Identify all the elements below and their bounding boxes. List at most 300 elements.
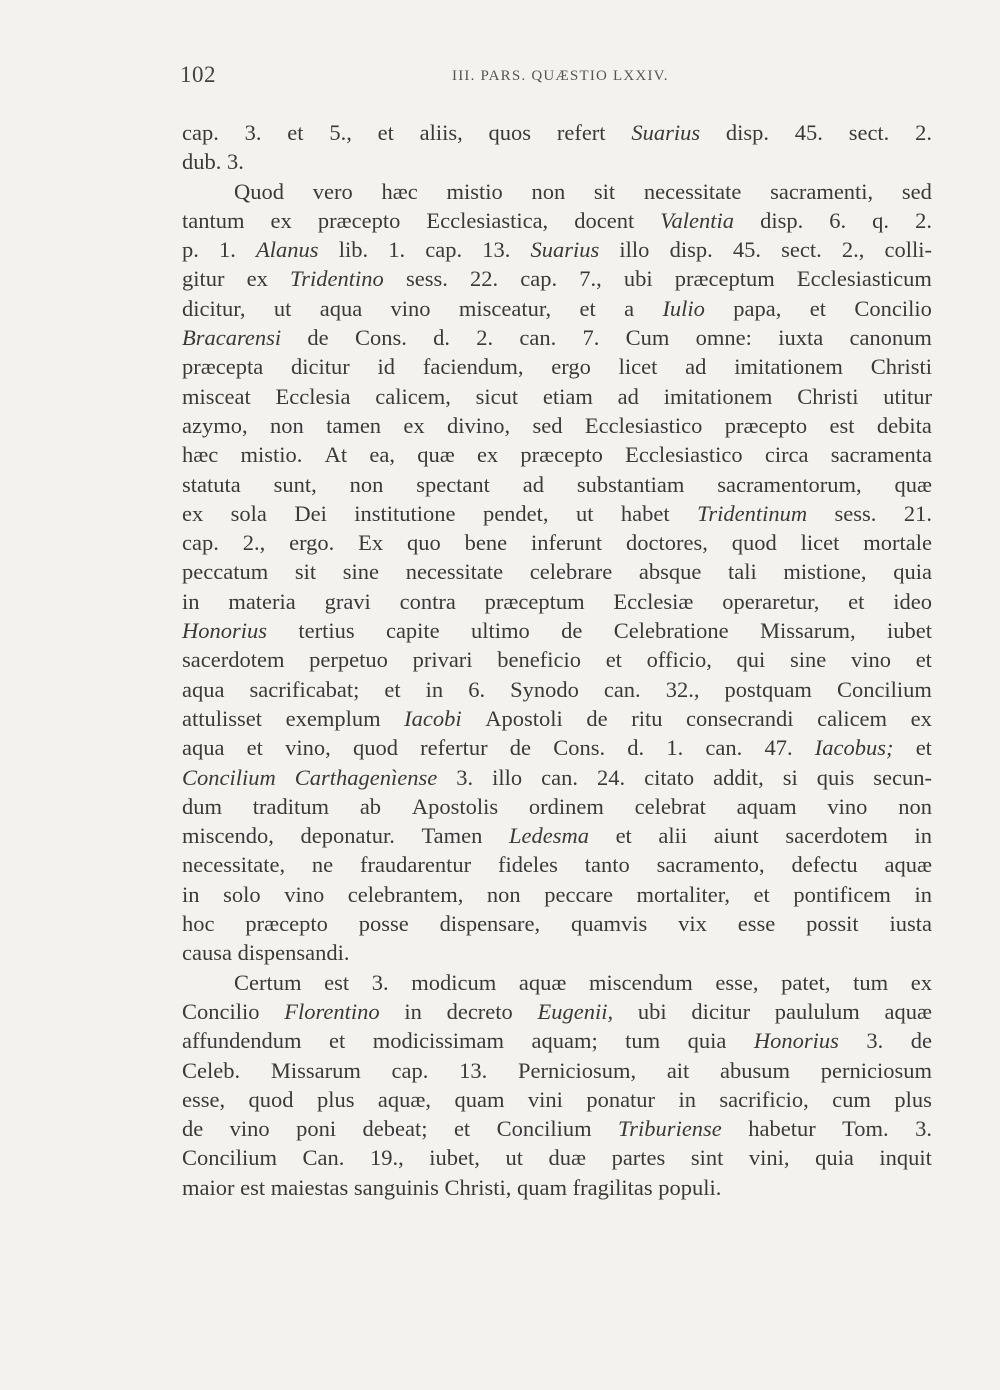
italic-word: Alanus [256, 237, 319, 263]
text-line [182, 587, 932, 616]
word: 2. [915, 207, 932, 233]
italic-word: Honorius [753, 1028, 839, 1054]
word: præcepto [317, 207, 401, 233]
word: misceatur, [458, 295, 552, 321]
word: 2. [915, 120, 932, 145]
word: quia [815, 1145, 854, 1171]
word: 5., [329, 120, 352, 145]
word: privari [412, 647, 473, 673]
word: alii [658, 823, 688, 849]
word: necessitate, [182, 852, 286, 878]
text-line [182, 440, 932, 469]
word: præcepto [724, 412, 808, 438]
word: quis [816, 764, 855, 790]
word: disp. [669, 237, 713, 263]
word: in [404, 998, 422, 1024]
word: ordinem [528, 793, 604, 819]
word: 21. [903, 500, 932, 526]
word: mortaliter, [636, 881, 730, 907]
word: celebrat [634, 793, 706, 819]
word: solo [223, 881, 261, 907]
text-line [182, 850, 932, 879]
word: etiam [542, 383, 593, 409]
word: maior [182, 1174, 235, 1200]
word: non [349, 471, 384, 497]
word: quod [731, 530, 777, 556]
italic-word: Iacobi [404, 705, 462, 731]
word: aquam; [531, 1028, 598, 1054]
word: fideles [497, 852, 558, 878]
word: 13. [459, 1057, 488, 1083]
word: ultimo [471, 618, 530, 644]
word: sacramentorum, [717, 471, 862, 497]
italic-word: Carthagenìense [294, 764, 438, 790]
word: can. [541, 764, 578, 790]
word: Christi [797, 383, 859, 409]
word: statuta [182, 471, 241, 497]
word: Ecclesiæ [613, 588, 694, 614]
word: debita [876, 412, 932, 438]
word: sunt, [273, 471, 317, 497]
word: est [324, 969, 350, 995]
word: 32., [665, 676, 700, 702]
word: Cons. [553, 735, 606, 761]
text-line [182, 235, 932, 264]
word: Concilio [182, 998, 260, 1024]
word: inferunt [530, 530, 603, 556]
word: calicem [817, 705, 888, 731]
word: abusum [720, 1057, 791, 1083]
word: docent [574, 207, 635, 233]
word: Ecclesiastica, [426, 207, 549, 233]
word: plus [316, 1086, 355, 1112]
word: p. [182, 237, 199, 263]
word: quam [517, 1174, 567, 1200]
word: ubi [623, 266, 653, 292]
word: necessitate [405, 559, 504, 585]
word: substantiam [576, 471, 685, 497]
word: tanto [584, 852, 630, 878]
word: ad [617, 383, 639, 409]
text-line [182, 294, 932, 323]
text-line [182, 557, 932, 586]
italic-word: Triburiense [618, 1116, 722, 1142]
word: esse [737, 911, 776, 937]
word: dub. [182, 149, 222, 175]
word: patet, [781, 969, 831, 995]
word: 7. [582, 325, 600, 351]
word: beneficio [497, 647, 581, 673]
word: hæc [381, 178, 418, 204]
word: sanguinis [353, 1174, 439, 1200]
word: q. [872, 207, 890, 233]
word: in [425, 676, 444, 702]
word: non [269, 412, 304, 438]
word: Tamen [421, 823, 483, 849]
word: modicum [411, 969, 497, 995]
word: inquit [879, 1145, 932, 1171]
word: illo [619, 237, 650, 263]
word: 19., [369, 1145, 404, 1171]
text-line [182, 1114, 932, 1143]
word: sola [230, 500, 267, 526]
word: sacrificabat; [249, 676, 360, 702]
word: affundendum [182, 1028, 302, 1054]
word: Concilium [836, 676, 932, 702]
word: azymo, [182, 412, 248, 438]
word: ex [910, 705, 932, 731]
word: poni [296, 1116, 337, 1142]
text-line [182, 528, 932, 557]
running-head: III. PARS. QUÆSTIO LXXIV. [452, 68, 669, 84]
word: vino [229, 1116, 270, 1142]
word: sect. [781, 237, 822, 263]
word: iuxta [778, 325, 824, 351]
word: bene [464, 530, 508, 556]
word: ergo. [289, 530, 335, 556]
word: imitationem [663, 383, 773, 409]
word: can. [705, 735, 743, 761]
word: tum [625, 1028, 661, 1054]
word: gravi [324, 588, 371, 614]
italic-word: Suarius [530, 237, 600, 263]
word: non [531, 178, 566, 204]
word: iubet, [429, 1145, 480, 1171]
word: ad [522, 471, 545, 497]
word: vino [850, 647, 891, 673]
text-line [182, 1173, 932, 1202]
word: Ecclesiastico [625, 442, 743, 468]
word: absque [638, 559, 702, 585]
word: sacramenti, [770, 178, 874, 204]
text-line [182, 118, 932, 147]
word: gitur [182, 266, 225, 292]
text-line [182, 1143, 932, 1172]
italic-word: Ledesma [508, 823, 589, 849]
word: in [182, 588, 200, 614]
word: deponatur. [300, 823, 395, 849]
word: iusta [889, 911, 932, 937]
italic-word: Tridentino [290, 266, 384, 292]
word: citato [644, 764, 695, 790]
word: peccatum [182, 559, 269, 585]
word: quia [687, 1028, 727, 1054]
word: in [914, 881, 932, 907]
text-line [182, 616, 932, 645]
word: debeat; [362, 1116, 428, 1142]
word: ex [403, 412, 425, 438]
word: plus [894, 1086, 932, 1112]
word: tum [853, 969, 889, 995]
word: 2. [476, 325, 494, 351]
italic-word: Iulio [662, 295, 705, 321]
word: pendet, [482, 500, 549, 526]
word: mistione, [783, 559, 867, 585]
word: peccare [544, 881, 613, 907]
word: capite [385, 618, 440, 644]
word: 3. [371, 969, 389, 995]
word: mistio [446, 178, 503, 204]
text-line [182, 968, 932, 997]
word: et [809, 295, 827, 321]
word: Concilium [182, 1145, 277, 1171]
word: populi. [658, 1174, 722, 1200]
word: sed [532, 412, 563, 438]
word: et [287, 120, 304, 145]
word: secun- [873, 764, 932, 790]
word: doctores, [626, 530, 708, 556]
word: disp. [760, 207, 804, 233]
word: lib. [338, 237, 369, 263]
italic-word: Iacobus; [814, 735, 894, 761]
word: ne [311, 852, 334, 878]
word: Ecclesiastico [584, 412, 703, 438]
word: disp. [725, 120, 770, 145]
word: 2., [841, 237, 865, 263]
word: esse, [715, 969, 759, 995]
body-text [182, 118, 932, 1202]
text-line [182, 909, 932, 938]
word: aquæ [518, 969, 567, 995]
word: sit [294, 559, 317, 585]
word: Tom. [842, 1116, 889, 1142]
word: misceat [182, 383, 251, 409]
word: Cum [625, 325, 670, 351]
text-line [182, 1026, 932, 1055]
word: quo [407, 530, 441, 556]
word: fragilitas [572, 1174, 653, 1200]
italic-word: Honorius [182, 618, 268, 644]
word: 3. [227, 149, 244, 175]
italic-word: Florentino [284, 998, 380, 1024]
word: quod [352, 735, 398, 761]
word: institutione [354, 500, 456, 526]
word: sect. [848, 120, 890, 145]
word: canonum [849, 325, 932, 351]
word: vero [312, 178, 353, 204]
word: 13. [482, 237, 511, 263]
word: 3. [456, 764, 474, 790]
word: iubet [886, 618, 932, 644]
word: cap. [182, 120, 219, 145]
word: perniciosum [820, 1057, 932, 1083]
word: Ex [358, 530, 384, 556]
word: attulisset [182, 705, 262, 731]
text-line [182, 1085, 932, 1114]
word: mistio. [240, 442, 303, 468]
italic-word: Bracarensi [182, 325, 282, 351]
word: sess. [405, 266, 448, 292]
word: tamen [326, 412, 382, 438]
word: ut [273, 295, 292, 321]
word: quam [454, 1086, 505, 1112]
word: aquæ, [377, 1086, 432, 1112]
word: a [624, 295, 635, 321]
word: sine [790, 647, 827, 673]
word: dicitur, [182, 295, 246, 321]
word: vino [827, 793, 868, 819]
word: licet [800, 530, 840, 556]
word: sacerdotem [182, 647, 285, 673]
word: et [579, 295, 596, 321]
text-line [182, 763, 932, 792]
word: can. [519, 325, 557, 351]
word: d. [433, 325, 450, 351]
word: de [182, 1116, 204, 1142]
text-line [182, 411, 932, 440]
word: Apostolis [411, 793, 499, 819]
word: Synodo [510, 676, 579, 702]
word: consecrandi [686, 705, 794, 731]
word: Ecclesiasticum [796, 266, 932, 292]
word: pontificem [793, 881, 891, 907]
word: ergo [551, 354, 591, 380]
word: Concilium [496, 1116, 592, 1142]
word: cum [832, 1086, 871, 1112]
word: 1. [388, 237, 406, 263]
word: præcepto [520, 442, 603, 468]
word: tali [728, 559, 757, 585]
text-line [182, 997, 932, 1026]
word: 45. [794, 120, 823, 145]
word: papa, [733, 295, 782, 321]
word: 1. [219, 237, 236, 263]
word: 24. [596, 764, 626, 790]
word: possit [806, 911, 859, 937]
word: et [453, 1116, 471, 1142]
word: de [586, 705, 608, 731]
word: cap. [520, 266, 558, 292]
text-line [182, 938, 932, 967]
italic-word: Valentia [660, 207, 735, 233]
word: aquam [736, 793, 797, 819]
word: et [246, 735, 263, 761]
word: præceptum [674, 266, 775, 292]
word: ad [685, 354, 707, 380]
word: fraudarentur [359, 852, 472, 878]
word: quod [248, 1086, 294, 1112]
italic-word: Concilium [182, 764, 276, 790]
word: ex [476, 442, 499, 468]
word: perpetuo [309, 647, 388, 673]
word: materia [228, 588, 296, 614]
word: quos [488, 120, 532, 145]
word: ex [910, 969, 932, 995]
word: Quod [234, 178, 284, 204]
word: vini, [748, 1145, 790, 1171]
word: Missarum, [760, 618, 856, 644]
word: de [561, 618, 583, 644]
word: 3. [915, 1116, 932, 1142]
word: in [678, 1086, 696, 1112]
word: utitur [883, 383, 932, 409]
word: et [915, 735, 932, 761]
word: sed [901, 178, 932, 204]
word: partes [611, 1145, 666, 1171]
word: dispensandi. [237, 940, 350, 966]
word: ideo [893, 588, 932, 614]
word: de [307, 325, 329, 351]
word: ab [359, 793, 382, 819]
word: ait [666, 1057, 690, 1083]
italic-word: Suarius [631, 120, 701, 145]
word: id [377, 354, 396, 380]
word: hæc [182, 442, 219, 468]
word: et [753, 881, 770, 907]
word: posse [358, 911, 409, 937]
word: ut [575, 500, 594, 526]
word: in [182, 881, 200, 907]
word: qui [736, 647, 766, 673]
word: sacrificio, [719, 1086, 809, 1112]
text-line [182, 470, 932, 499]
word: miscendo, [182, 823, 274, 849]
italic-word: Tridentinum [697, 500, 808, 526]
word: ex [182, 500, 204, 526]
word: Can. [302, 1145, 345, 1171]
text-line [182, 382, 932, 411]
text-line [182, 675, 932, 704]
word: dispensare, [439, 911, 541, 937]
word: 47. [764, 735, 793, 761]
word: vix [678, 911, 707, 937]
word: Certum [234, 969, 302, 995]
word: postquam [724, 676, 812, 702]
word: vino, [285, 735, 331, 761]
word: Christi [870, 354, 932, 380]
word: Celebratione [613, 618, 729, 644]
word: Missarum [270, 1057, 361, 1083]
word: licet [618, 354, 658, 380]
word: sacramenta [830, 442, 932, 468]
word: 3. [244, 120, 262, 145]
text-line [182, 821, 932, 850]
word: refert [556, 120, 606, 145]
word: in [914, 823, 932, 849]
word: aiunt [713, 823, 759, 849]
word: 3. [866, 1028, 884, 1054]
text-line [182, 499, 932, 528]
word: ex [270, 207, 292, 233]
word: præcepto [245, 911, 328, 937]
text-line [182, 1056, 932, 1085]
word: refertur [420, 735, 488, 761]
word: vini [527, 1086, 563, 1112]
word: Celeb. [182, 1057, 241, 1083]
word: Cons. [354, 325, 407, 351]
word: maiestas [270, 1174, 349, 1200]
word: celebrantem, [347, 881, 464, 907]
word: ex [246, 266, 268, 292]
word: imitationem [734, 354, 843, 380]
word: quæ [894, 471, 932, 497]
word: mortale [863, 530, 932, 556]
text-line [182, 733, 932, 762]
text-line [182, 704, 932, 733]
word: sacerdotem [785, 823, 888, 849]
word: faciendum, [422, 354, 524, 380]
word: dum [182, 793, 223, 819]
word: et [915, 647, 932, 673]
word: si [782, 764, 798, 790]
word: 22. [469, 266, 499, 292]
word: vino [390, 295, 431, 321]
word: exemplum [285, 705, 381, 731]
word: necessitate [643, 178, 742, 204]
text-line [182, 264, 932, 293]
word: modicissimam [372, 1028, 504, 1054]
page-number: 102 [180, 62, 216, 87]
